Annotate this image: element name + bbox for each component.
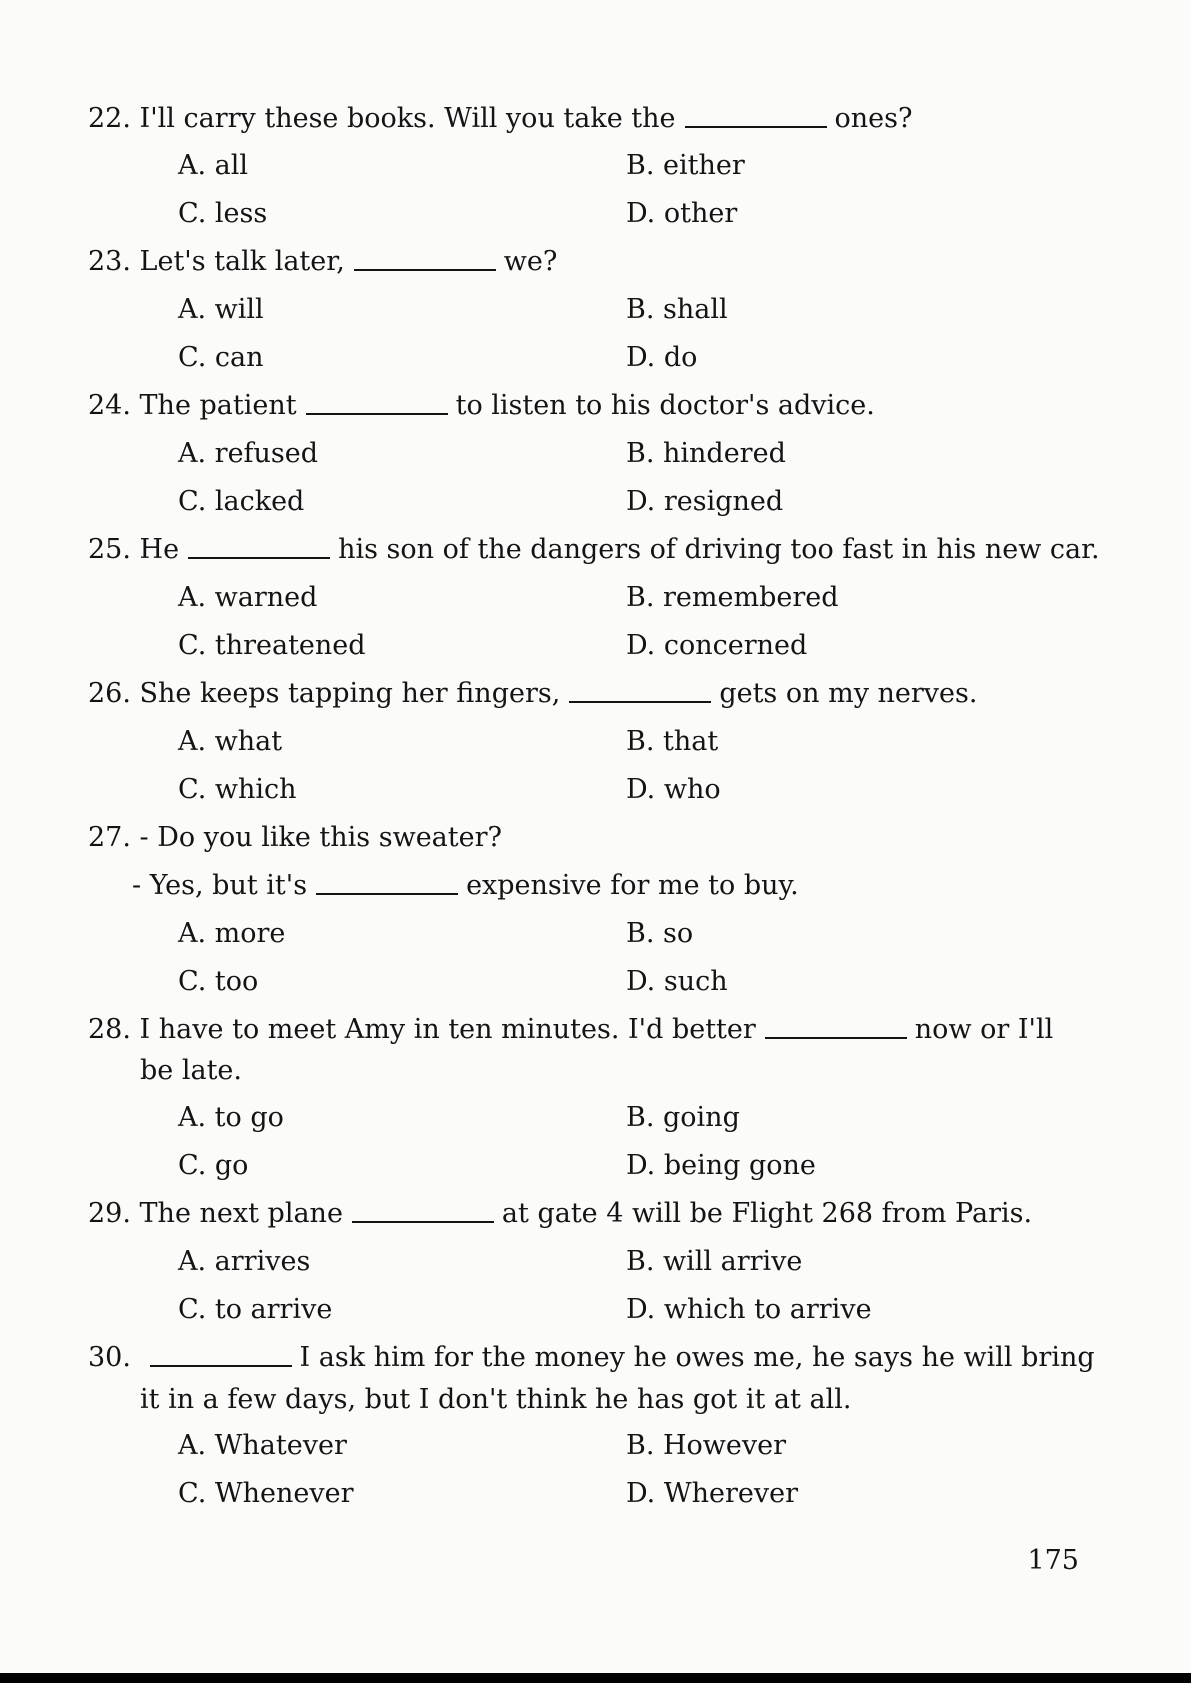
option-c: C. too <box>178 966 259 997</box>
option-b: B. However <box>626 1430 787 1461</box>
answer-blank <box>306 413 448 415</box>
answer-blank <box>188 557 330 559</box>
option-a: A. to go <box>178 1102 284 1133</box>
question-number: 29. <box>88 1198 131 1229</box>
answer-blank <box>765 1037 907 1039</box>
question-number: 28. <box>88 1014 131 1045</box>
stem-text-before: I have to meet Amy in ten minutes. I'd better <box>139 1014 756 1045</box>
stem-text-before: The patient <box>139 390 297 421</box>
question-number: 27. <box>88 822 131 853</box>
stem-text-before: Let's talk later, <box>139 246 345 277</box>
option-b: B. going <box>626 1102 740 1133</box>
question-number: 24. <box>88 390 131 421</box>
option-c: C. which <box>178 774 297 805</box>
question-stem <box>88 1344 1095 1371</box>
question-number: 30. <box>88 1342 131 1373</box>
stem-continuation: it in a few days, but I don't think he has got it at all. <box>140 1384 852 1415</box>
stem-text-before: I'll carry these books. Will you take the <box>139 103 676 134</box>
page-number: 175 <box>1027 1545 1079 1576</box>
stem-text-after: now or I'll <box>914 1014 1054 1045</box>
option-d: D. resigned <box>626 486 784 517</box>
option-d: D. do <box>626 342 698 373</box>
stem-text-after: gets on my nerves. <box>719 678 978 709</box>
stem-text-after: expensive for me to buy. <box>466 870 799 901</box>
dialogue-line-2 <box>132 872 799 899</box>
option-a: A. refused <box>178 438 319 469</box>
option-d: D. concerned <box>626 630 808 661</box>
answer-blank <box>354 269 496 271</box>
question-stem <box>88 824 502 851</box>
question-stem <box>88 1200 1032 1227</box>
answer-blank <box>352 1221 494 1223</box>
stem-text-after: his son of the dangers of driving too fast in his new car. <box>338 534 1100 565</box>
stem-continuation: be late. <box>140 1055 242 1086</box>
answer-blank <box>316 893 458 895</box>
question-stem <box>88 1016 1053 1043</box>
stem-text-before: - Yes, but it's <box>132 870 308 901</box>
stem-text-before: She keeps tapping her fingers, <box>139 678 561 709</box>
option-c: C. less <box>178 198 268 229</box>
scan-edge <box>0 1673 1191 1683</box>
option-a: A. arrives <box>178 1246 311 1277</box>
question-stem <box>88 536 1100 563</box>
answer-blank <box>569 701 711 703</box>
option-b: B. remembered <box>626 582 839 613</box>
option-a: A. warned <box>178 582 318 613</box>
option-c: C. can <box>178 342 264 373</box>
question-number: 22. <box>88 103 131 134</box>
option-c: C. to arrive <box>178 1294 333 1325</box>
stem-text-before: The next plane <box>139 1198 343 1229</box>
stem-text-after: ones? <box>834 103 913 134</box>
option-b: B. that <box>626 726 719 757</box>
question-number: 23. <box>88 246 131 277</box>
question-stem <box>88 392 875 419</box>
option-b: B. will arrive <box>626 1246 803 1277</box>
option-a: A. will <box>178 294 264 325</box>
option-c: C. threatened <box>178 630 366 661</box>
answer-blank <box>685 126 827 128</box>
option-c: C. Whenever <box>178 1478 354 1509</box>
stem-text-after: I ask him for the money he owes me, he says he will bring <box>299 1342 1095 1373</box>
option-d: D. Wherever <box>626 1478 798 1509</box>
option-d: D. which to arrive <box>626 1294 872 1325</box>
option-d: D. who <box>626 774 721 805</box>
option-c: C. lacked <box>178 486 305 517</box>
stem-text-after: to listen to his doctor's advice. <box>455 390 875 421</box>
stem-text-after: at gate 4 will be Flight 268 from Paris. <box>501 1198 1033 1229</box>
option-d: D. other <box>626 198 738 229</box>
question-stem <box>88 680 977 707</box>
option-b: B. hindered <box>626 438 786 469</box>
answer-blank <box>150 1365 292 1367</box>
option-b: B. either <box>626 150 745 181</box>
option-b: B. shall <box>626 294 728 325</box>
question-number: 25. <box>88 534 131 565</box>
stem-text-before: He <box>139 534 180 565</box>
question-stem <box>88 248 557 275</box>
option-d: D. such <box>626 966 728 997</box>
option-c: C. go <box>178 1150 249 1181</box>
option-a: A. more <box>178 918 286 949</box>
option-a: A. Whatever <box>178 1430 347 1461</box>
question-number: 26. <box>88 678 131 709</box>
option-a: A. what <box>178 726 283 757</box>
option-b: B. so <box>626 918 694 949</box>
dialogue-line-1: - Do you like this sweater? <box>139 822 502 853</box>
question-stem <box>88 105 912 132</box>
option-d: D. being gone <box>626 1150 816 1181</box>
option-a: A. all <box>178 150 249 181</box>
stem-text-after: we? <box>503 246 558 277</box>
